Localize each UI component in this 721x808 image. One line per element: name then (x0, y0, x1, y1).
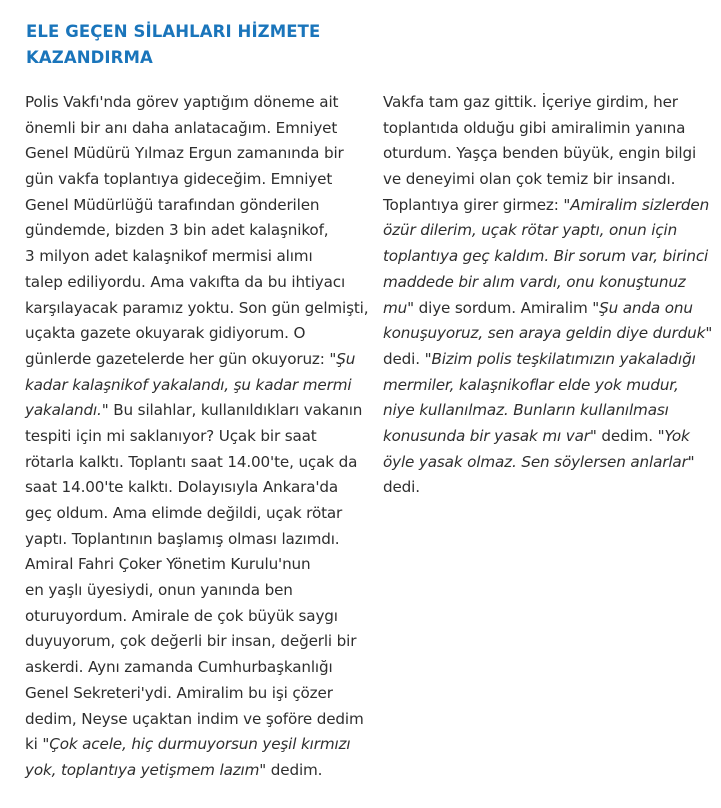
text-segment: uçakta gazete okuyarak gidiyorum. O (25, 324, 306, 343)
text-line (25, 193, 370, 219)
text-line (25, 218, 370, 244)
text-line (25, 604, 370, 630)
italic-quote-segment: yakalandı. (25, 401, 102, 420)
text-segment: dedi. (383, 478, 420, 497)
italic-quote-segment: niye kullanılmaz. Bunların kullanılması (383, 401, 669, 420)
text-line (383, 270, 713, 296)
text-line (25, 270, 370, 296)
text-line (383, 450, 713, 476)
text-segment: oturdum. Yaşça benden büyük, engin bilgi (383, 144, 697, 163)
text-line (25, 707, 370, 733)
text-segment: dedim, Neyse uçaktan indim ve şoföre dedim (25, 709, 364, 728)
text-segment: Genel Müdürlüğü tarafından gönderilen (25, 195, 320, 214)
text-segment: dedi. " (383, 349, 432, 368)
text-segment: Polis Vakfı'nda görev yaptığım döneme ait (25, 93, 339, 111)
text-segment: 3 milyon adet kalaşnikof mermisi alımı (25, 247, 313, 266)
text-line (383, 424, 713, 450)
text-segment: askerdi. Aynı zamanda Cumhurbaşkanlığı (25, 658, 333, 677)
text-line (25, 373, 370, 399)
text-line (25, 527, 370, 553)
text-segment: oturuyordum. Amirale de çok büyük saygı (25, 606, 338, 625)
text-segment: yaptı. Toplantının başlamış olması lazımdı. (25, 529, 340, 548)
text-segment: önemli bir anı daha anlatacağım. Emniyet (25, 118, 338, 137)
text-line (25, 116, 370, 142)
text-segment: Genel Müdürü Yılmaz Ergun zamanında bir (25, 144, 344, 163)
text-segment: ve deneyimi olan çok temiz bir insandı. (383, 170, 676, 189)
text-segment: rötarla kalktı. Toplantı saat 14.00'te, uçak da (25, 452, 358, 471)
text-line (25, 398, 370, 424)
text-line (383, 193, 713, 219)
italic-quote-segment: öyle yasak olmaz. Sen söylersen anlarlar (383, 452, 688, 471)
text-segment: toplantıda olduğu gibi amiralimin yanına (383, 118, 686, 137)
text-line (383, 321, 713, 347)
right-text-column (383, 90, 713, 501)
italic-quote-segment: Amiralim sizlerden (570, 195, 710, 214)
article-title (26, 17, 356, 68)
text-segment: Toplantıya girer girmez: " (383, 195, 571, 214)
italic-quote-segment: maddede bir alım vardı, onu konuştunuz (383, 272, 686, 291)
text-line (383, 398, 713, 424)
italic-quote-segment: konuşuyoruz, sen araya geldin diye durduk (383, 324, 706, 343)
text-segment: " dedim. (259, 760, 323, 779)
text-segment: karşılayacak paramız yoktu. Son gün gelmişti, (25, 298, 369, 317)
text-line (25, 450, 370, 476)
text-line (25, 629, 370, 655)
text-line (383, 373, 713, 399)
italic-quote-segment: toplantıya geç kaldım. Bir sorum var, birinci (383, 247, 709, 266)
text-line (25, 347, 370, 373)
text-line (25, 732, 370, 758)
text-line (383, 244, 713, 270)
title-line: KAZANDIRMA (26, 47, 153, 67)
text-line (25, 655, 370, 681)
text-segment: gündemde, bizden 3 bin adet kalaşnikof, (25, 221, 329, 240)
title-line: ELE GEÇEN SİLAHLARI HİZMETE (26, 22, 321, 41)
text-segment: Genel Sekreteri'ydi. Amiralim bu işi çözer (25, 683, 333, 702)
text-line (25, 424, 370, 450)
text-line (25, 681, 370, 707)
italic-quote-segment: kadar kalaşnikof yakalandı, şu kadar mermi (25, 375, 352, 394)
text-segment: duyuyorum, çok değerli bir insan, değerli bir (25, 632, 357, 651)
text-line (25, 475, 370, 501)
text-segment: " dedim. " (589, 426, 665, 445)
text-line (25, 501, 370, 527)
text-line (25, 244, 370, 270)
italic-quote-segment: Yok (664, 426, 690, 445)
italic-quote-segment: konusunda bir yasak mı var (383, 426, 590, 445)
text-line (25, 552, 370, 578)
text-line (25, 90, 370, 116)
text-line (383, 296, 713, 322)
text-segment: günlerde gazetelerde her gün okuyoruz: " (25, 349, 337, 368)
italic-quote-segment: mu (383, 298, 408, 317)
text-segment: geç oldum. Ama elimde değildi, uçak rötar (25, 504, 343, 522)
text-line (383, 167, 713, 193)
text-line (25, 167, 370, 193)
italic-quote-segment: mermiler, kalaşnikoflar elde yok mudur, (383, 375, 679, 394)
text-segment: ki " (25, 735, 50, 754)
text-segment: " (687, 452, 695, 471)
text-segment: gün vakfa toplantıya gideceğim. Emniyet (25, 170, 333, 189)
text-line (25, 758, 370, 784)
italic-quote-segment: Şu anda onu (599, 298, 693, 317)
text-segment: tespiti için mi saklanıyor? Uçak bir saat (25, 426, 317, 445)
text-line (25, 578, 370, 604)
text-segment: " diye sordum. Amiralim " (407, 298, 600, 317)
text-segment: Amiral Fahri Çoker Yönetim Kurulu'nun (25, 555, 311, 574)
left-text-column (25, 90, 370, 784)
text-line (25, 141, 370, 167)
text-line (383, 347, 713, 373)
text-line (383, 475, 713, 501)
text-segment: Vakfa tam gaz gittik. İçeriye girdim, her (383, 93, 678, 111)
text-line (383, 218, 713, 244)
text-segment: " Bu silahlar, kullanıldıkları vakanın (101, 401, 363, 420)
text-segment: talep ediliyordu. Ama vakıfta da bu ihtiyacı (25, 272, 346, 291)
italic-quote-segment: özür dilerim, uçak rötar yaptı, onun için (383, 221, 678, 240)
text-line (25, 296, 370, 322)
text-line (383, 116, 713, 142)
text-segment: en yaşlı üyesiydi, onun yanında ben (25, 581, 293, 600)
text-segment: " (705, 324, 713, 343)
italic-quote-segment: Şu (336, 349, 356, 368)
text-line (25, 321, 370, 347)
text-line (383, 141, 713, 167)
text-line (383, 90, 713, 116)
italic-quote-segment: yok, toplantıya yetişmem lazım (25, 760, 260, 779)
italic-quote-segment: Bizim polis teşkilatımızın yakaladığı (431, 349, 696, 368)
text-segment: saat 14.00'te kalktı. Dolayısıyla Ankara'da (25, 478, 339, 497)
italic-quote-segment: Çok acele, hiç durmuyorsun yeşil kırmızı (49, 735, 351, 754)
